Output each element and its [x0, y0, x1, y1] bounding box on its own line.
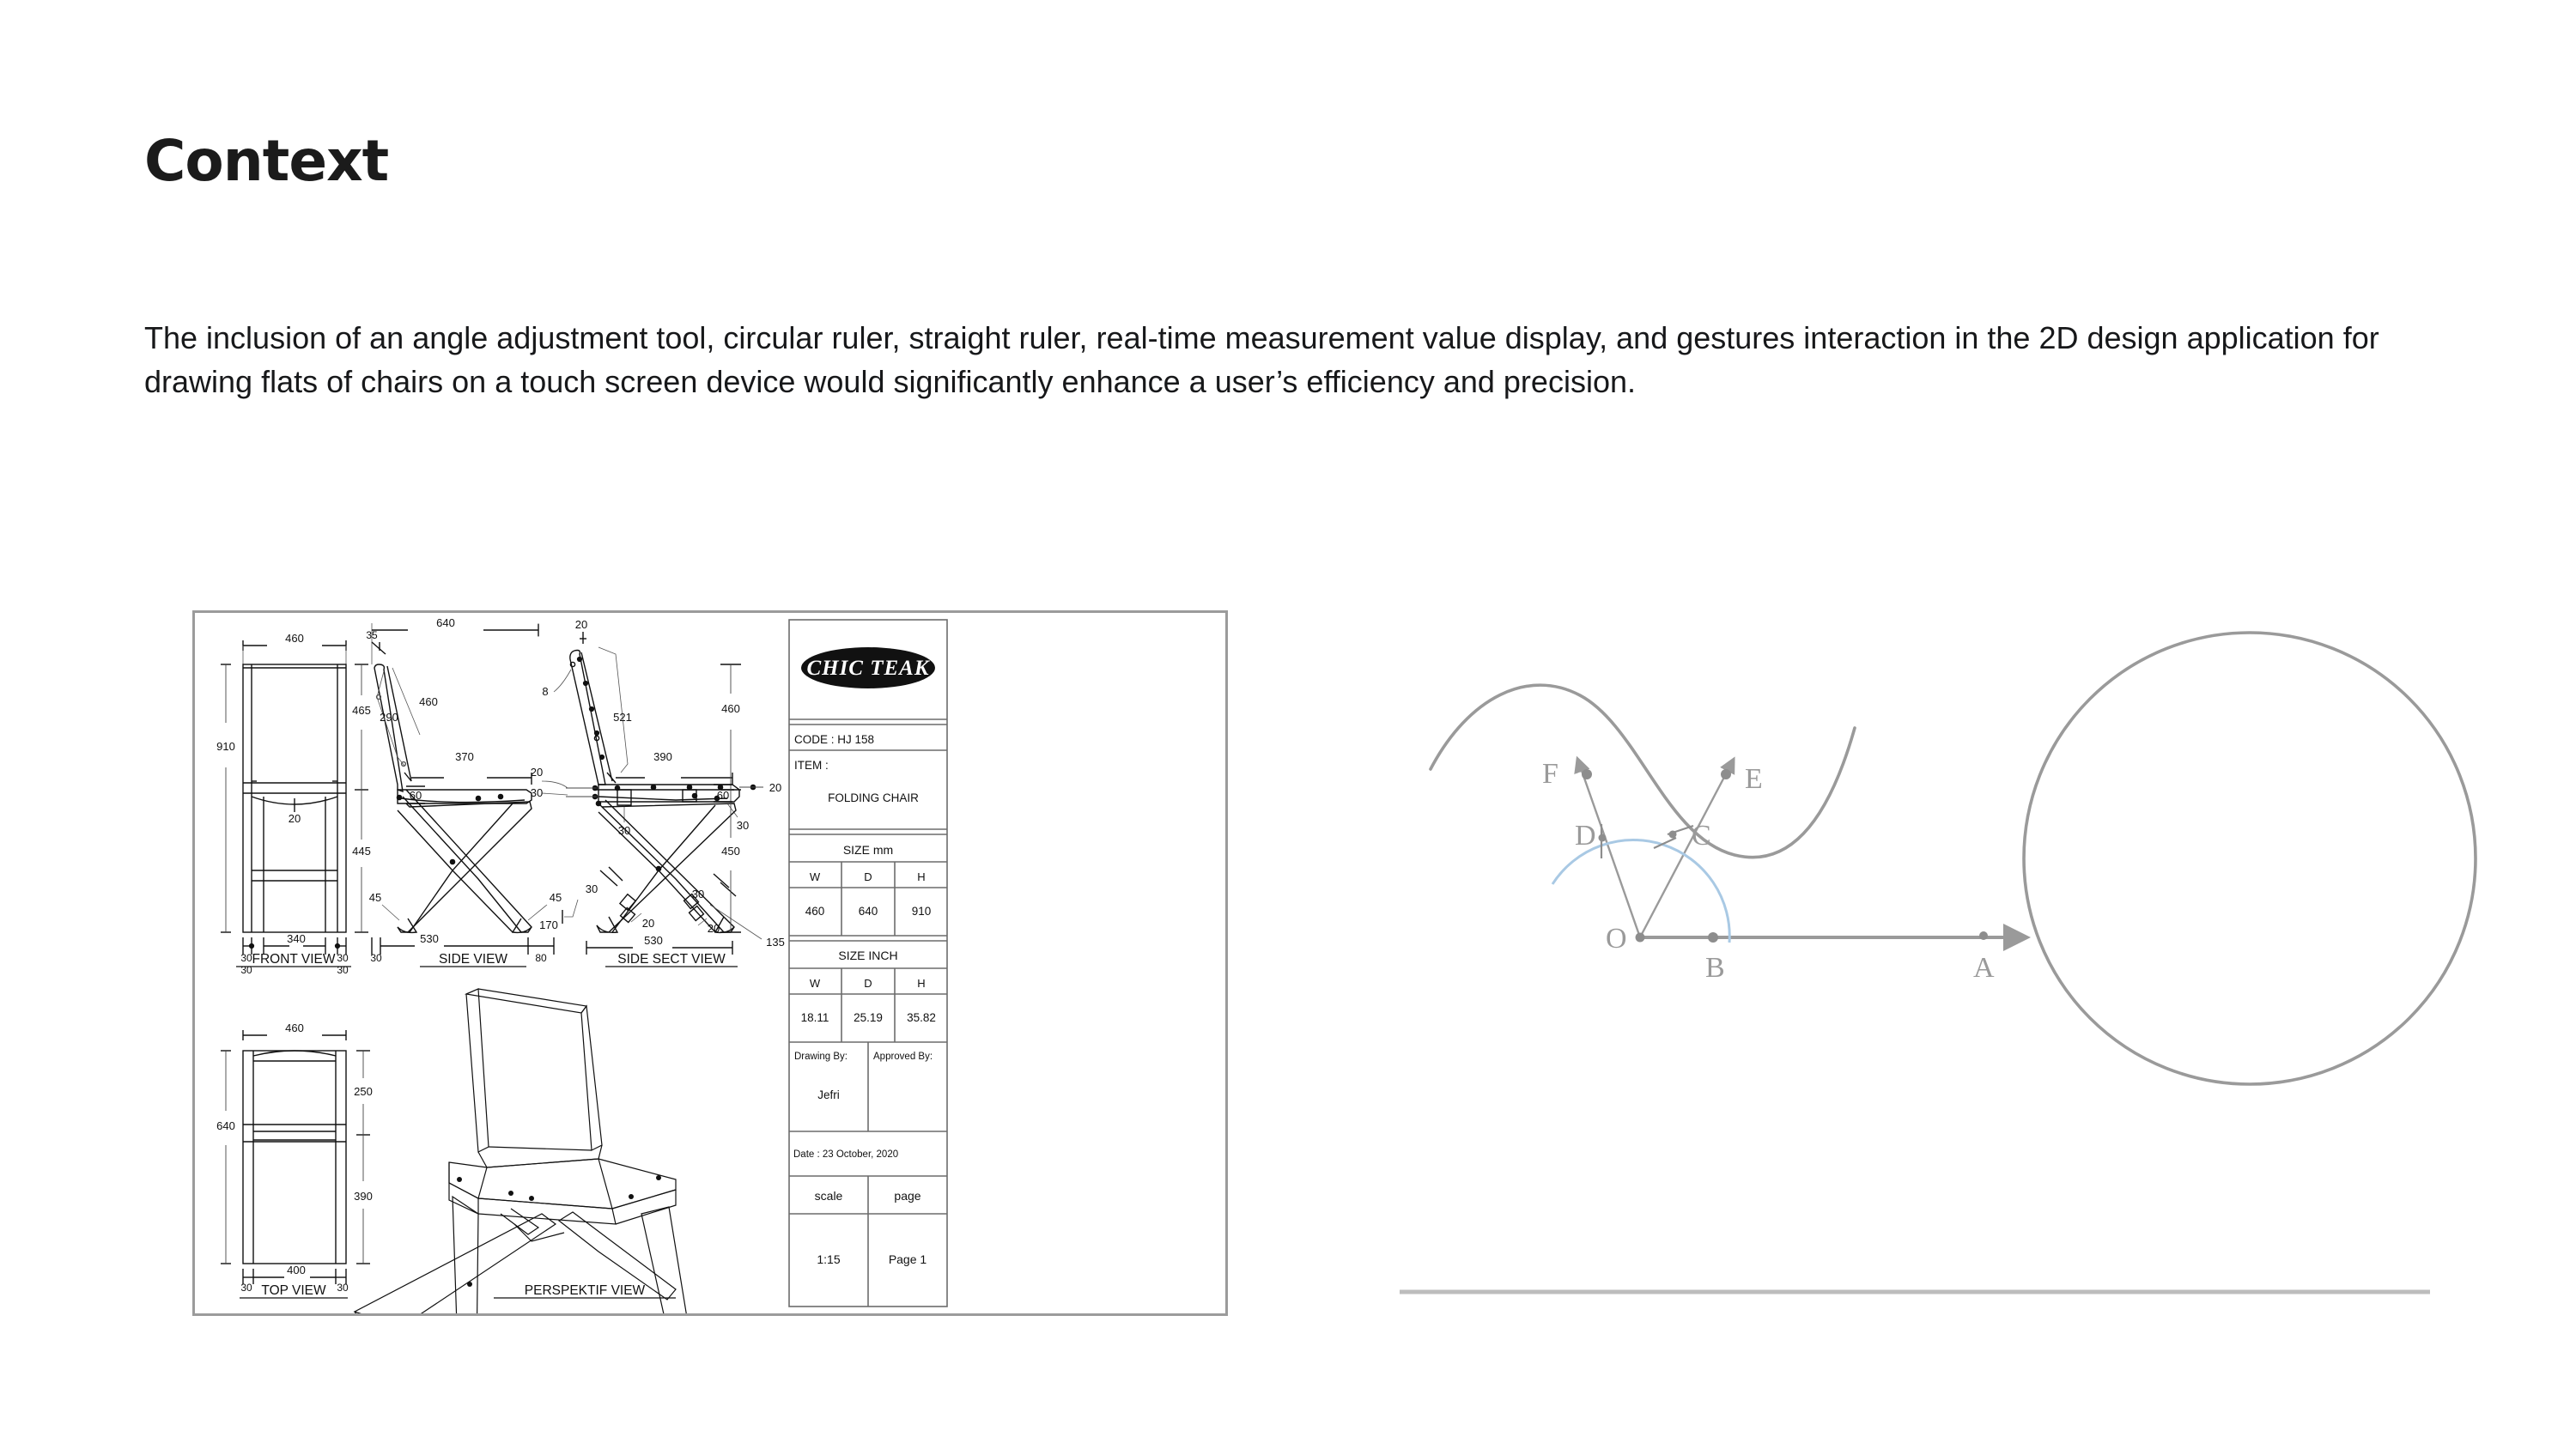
dimension-label: 20: [574, 618, 588, 631]
dimension-label: 290: [380, 711, 398, 724]
dimension-label: 45: [368, 891, 382, 904]
dimension-label: W: [809, 977, 821, 990]
dimension-label: 18.11: [800, 1011, 829, 1024]
dimension-label: 460: [721, 702, 740, 715]
dimension-label: 390: [653, 750, 672, 763]
dimension-label: 460: [805, 905, 825, 918]
dimension-label: PERSPEKTIF VIEW: [524, 1283, 646, 1298]
dimension-label: 370: [455, 750, 474, 763]
geometry-sketch-panel: [1374, 601, 2507, 1322]
page-title: Context: [144, 128, 389, 194]
dimension-label: 640: [216, 1119, 235, 1132]
dimension-label: SIZE INCH: [838, 949, 898, 962]
dimension-label: Approved By:: [873, 1052, 933, 1062]
dimension-label: 20: [530, 766, 544, 779]
top-view-group: [221, 1030, 370, 1298]
dimension-label: H: [917, 870, 926, 883]
dimension-label: 1:15: [817, 1252, 841, 1266]
dimension-label: C: [1692, 820, 1711, 852]
side-view-group: [355, 623, 554, 967]
dimension-label: 400: [287, 1264, 306, 1276]
dimension-label: 20: [707, 922, 720, 935]
dimension-label: ITEM :: [794, 759, 829, 772]
dimension-label: 460: [285, 1022, 304, 1034]
dimension-label: 465: [352, 704, 371, 717]
dimension-label: 20: [769, 781, 782, 794]
sine-curve: [1431, 685, 1855, 858]
dimension-label: 30: [617, 824, 631, 837]
dimension-label: 35: [366, 629, 378, 641]
dimension-label: 445: [352, 845, 371, 858]
dimension-label: Date : 23 October, 2020: [793, 1149, 899, 1160]
dimension-label: Drawing By:: [794, 1052, 848, 1062]
dimension-label: 460: [285, 632, 304, 645]
point-E: [1721, 769, 1731, 779]
dimension-label: 60: [716, 789, 730, 802]
dimension-label: CHIC TEAK: [806, 657, 930, 680]
dimension-label: scale: [814, 1189, 843, 1203]
dimension-label: TOP VIEW: [261, 1283, 326, 1298]
point-A: [1979, 931, 1988, 940]
dimension-label: 30: [240, 1282, 252, 1294]
body-paragraph: The inclusion of an angle adjustment tool, circular ruler, straight ruler, real-time measurement value display, and gestures interaction in the 2D design application for drawing flats of chairs on a touch screen device would significantly enhance a user’s efficiency and precision.: [144, 320, 2379, 400]
ray-OE: [1640, 766, 1730, 937]
dimension-label: 30: [337, 952, 349, 964]
dimension-label: 30: [736, 819, 750, 832]
dimension-label: Page 1: [888, 1252, 927, 1266]
point-C: [1669, 831, 1677, 839]
dimension-label: 35.82: [907, 1011, 936, 1024]
dimension-label: F: [1542, 758, 1558, 790]
dimension-label: SIZE mm: [842, 843, 894, 857]
dimension-label: 390: [354, 1190, 373, 1203]
dimension-label: D: [864, 977, 872, 990]
dimension-label: 170: [539, 919, 558, 931]
point-B: [1708, 932, 1718, 943]
dimension-label: FOLDING CHAIR: [828, 791, 919, 804]
dimension-label: 45: [549, 891, 562, 904]
dimension-label: 30: [691, 888, 705, 900]
dimension-label: 450: [721, 845, 740, 858]
title-block-grid: [789, 620, 947, 1307]
point-F: [1582, 769, 1592, 779]
dimension-label: 910: [216, 740, 235, 753]
dimension-label: 20: [288, 812, 301, 825]
dimension-label: 530: [420, 932, 439, 945]
dimension-label: B: [1705, 952, 1725, 984]
point-O: [1636, 933, 1645, 943]
dimension-label: SIDE SECT VIEW: [617, 952, 726, 967]
perspective-view-group: [355, 989, 695, 1313]
dimension-label: W: [809, 870, 821, 883]
dimension-label: 640: [858, 905, 878, 918]
dimension-label: 30: [240, 952, 252, 964]
ruler-circle: [2024, 633, 2476, 1084]
front-view-group: [221, 640, 351, 967]
geometry-svg: [1374, 601, 2507, 1322]
dimension-label: 60: [409, 789, 422, 802]
dimension-label: 640: [436, 616, 455, 629]
dimension-label: SIDE VIEW: [438, 952, 508, 967]
dimension-label: 30: [337, 964, 349, 976]
dimension-label: 30: [530, 786, 544, 799]
dimension-label: 530: [644, 934, 663, 947]
point-D: [1599, 834, 1607, 842]
dimension-label: O: [1606, 923, 1627, 955]
dimension-label: 910: [911, 905, 932, 918]
dimension-label: 30: [370, 952, 382, 964]
compass-arc: [1552, 840, 1729, 943]
dimension-label: H: [917, 977, 926, 990]
technical-drawing-sheet: [192, 610, 1228, 1316]
dimension-label: E: [1745, 763, 1763, 795]
dimension-label: CODE : HJ 158: [794, 733, 875, 746]
dimension-label: 25.19: [854, 1011, 883, 1024]
dimension-label: D: [864, 870, 872, 883]
technical-drawing-svg: [195, 613, 1225, 1313]
dimension-label: 30: [240, 964, 252, 976]
dimension-label: 521: [613, 711, 632, 724]
dimension-label: 340: [287, 932, 306, 945]
dimension-label: 135: [766, 936, 785, 949]
dimension-label: A: [1973, 952, 1995, 984]
dimension-label: page: [894, 1189, 921, 1203]
dimension-label: 8: [542, 685, 549, 698]
dimension-label: D: [1575, 820, 1596, 852]
dimension-label: 460: [419, 695, 438, 708]
dimension-label: 80: [535, 952, 547, 964]
technical-drawing-text-layer: [216, 616, 936, 1298]
dimension-label: 20: [641, 917, 655, 930]
dimension-label: Jefri: [817, 1088, 840, 1101]
dimension-label: FRONT VIEW: [252, 952, 336, 967]
dimension-label: 30: [585, 882, 598, 895]
dimension-label: 250: [354, 1085, 373, 1098]
dimension-label: 30: [337, 1282, 349, 1294]
